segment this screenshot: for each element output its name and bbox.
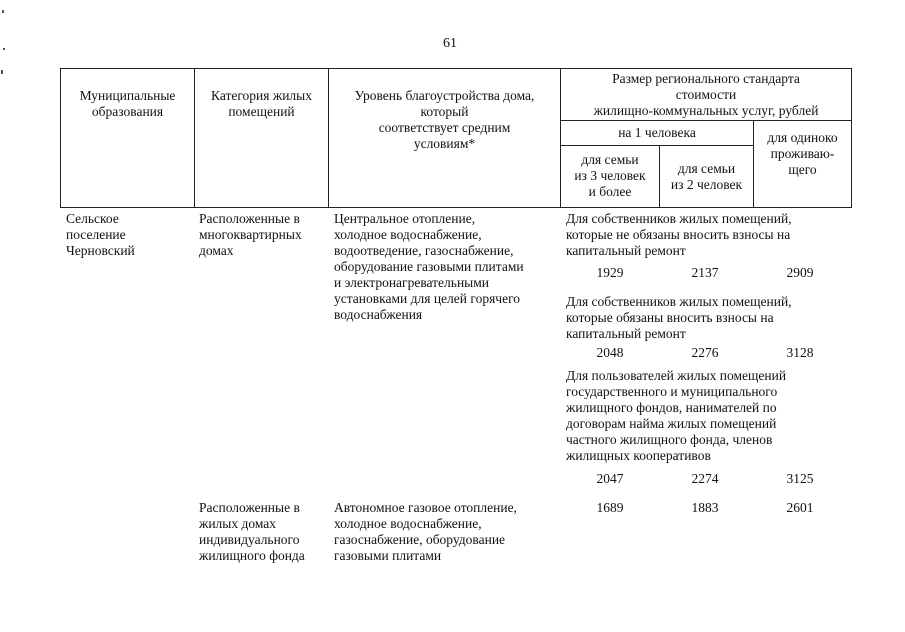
row2-category: Расположенные в жилых домах индивидуального жилищного фонда (199, 500, 305, 563)
row2-level: Автономное газовое отопление, холодное водоснабжение, газоснабжение, оборудование газовыми плитами (334, 500, 517, 563)
header-family-2: для семьи из 2 человек (670, 161, 743, 192)
scan-artifact (1, 70, 3, 74)
header-single-living: для одиноко проживаю- щего (767, 130, 838, 177)
header-standard: Размер регионального стандарта стоимости жилищно-коммунальных услуг, рублей (593, 71, 819, 118)
group1-value-family3: 1929 (596, 265, 624, 280)
group3-value-single: 3125 (786, 471, 814, 486)
row2-value-family2: 1883 (691, 500, 719, 515)
group3-value-family2: 2274 (691, 471, 719, 486)
row1-municipality: Сельское поселение Черновский (66, 211, 135, 258)
header-family-3: для семьи из 3 человек и более (574, 152, 646, 199)
group3-value-family3: 2047 (596, 471, 624, 486)
scan-artifact (2, 10, 4, 13)
group2-value-single: 3128 (786, 345, 814, 360)
row2-value-single: 2601 (786, 500, 814, 515)
row2-value-family3: 1689 (596, 500, 624, 515)
group2-value-family3: 2048 (596, 345, 624, 360)
group3-label: Для пользователей жилых помещений государственного и муниципального жилищного фондов, нанимателей по договорам найма жилых помещений частного жилищного фонда, членов жилищных кооперативов (566, 368, 787, 463)
group2-label: Для собственников жилых помещений, которые обязаны вносить взносы на капитальный ремонт (566, 294, 792, 341)
group1-value-family2: 2137 (691, 265, 719, 280)
group1-label: Для собственников жилых помещений, которые не обязаны вносить взносы на капитальный ремонт (566, 211, 792, 258)
scan-artifact (3, 48, 5, 50)
header-municipality: Муниципальные образования (79, 88, 176, 119)
header-level: Уровень благоустройства дома, который соответствует средним условиям* (354, 88, 535, 151)
page-number: 61 (443, 36, 457, 51)
group1-value-single: 2909 (786, 265, 814, 280)
row1-level: Центральное отопление, холодное водоснабжение, водоотведение, газоснабжение, оборудование газовыми плитами и электронагревательными установками для целей горячего водоснабжения (334, 211, 524, 322)
group2-value-family2: 2276 (691, 345, 719, 360)
header-category: Категория жилых помещений (211, 88, 312, 119)
row1-category: Расположенные в многоквартирных домах (199, 211, 302, 258)
header-per-person: на 1 человека (618, 125, 696, 140)
